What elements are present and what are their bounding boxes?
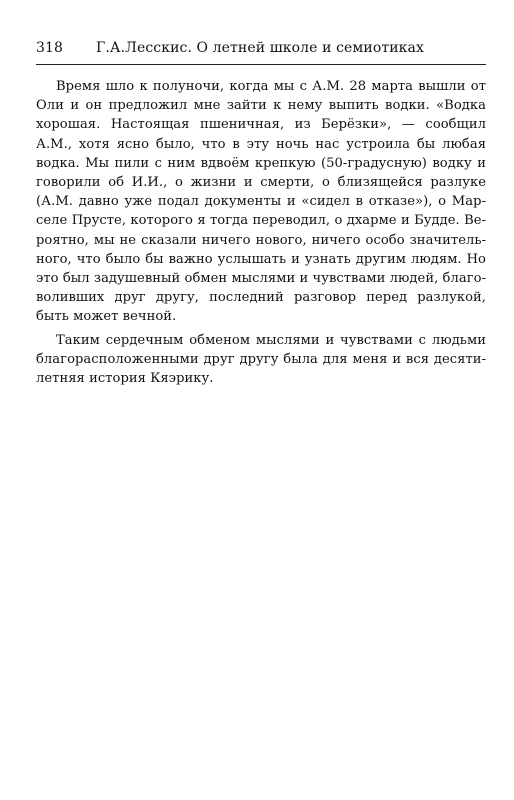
paragraph-midnight-conversation: Время шло к полуночи, когда мы с А.М. 28 марта вышли от Оли и он предложил мне зайти к нему выпить водки. «Водка хорошая. Настоящая пшеничная, из Берёзки», — сообщил А.М., хотя ясно было, что в эту ночь нас устроила бы любая водка. Мы пили с ним вдвоём крепкую (50-градусную) водку и говорили об И.И., о жизни и смерти, о близящейся разлуке (А.М. давно уже подал документы и «сидел в отказе»), о Марселе Прусте, которого я тогда переводил, о дхарме и Будде. Вероятно, мы не сказали ничего нового, ничего особо значительного, что было бы важно услышать и узнать другим людям. Но это был задушевный обмен мыслями и чувствами людей, благоволивших друг другу, последний разговор перед разлукой, быть может вечной. [36,79,486,325]
running-head [36,40,486,65]
page-number: 318 [36,40,64,56]
book-page [36,40,486,388]
body-text [36,77,486,388]
paragraph-kaeriku-history: Таким сердечным обменом мыслями и чувствами с людьми благорасположенными друг другу была для меня и вся десятилетняя история Кяэрику. [36,332,486,387]
running-title: Г.А.Лесскис. О летней школе и семиотиках [96,40,424,56]
